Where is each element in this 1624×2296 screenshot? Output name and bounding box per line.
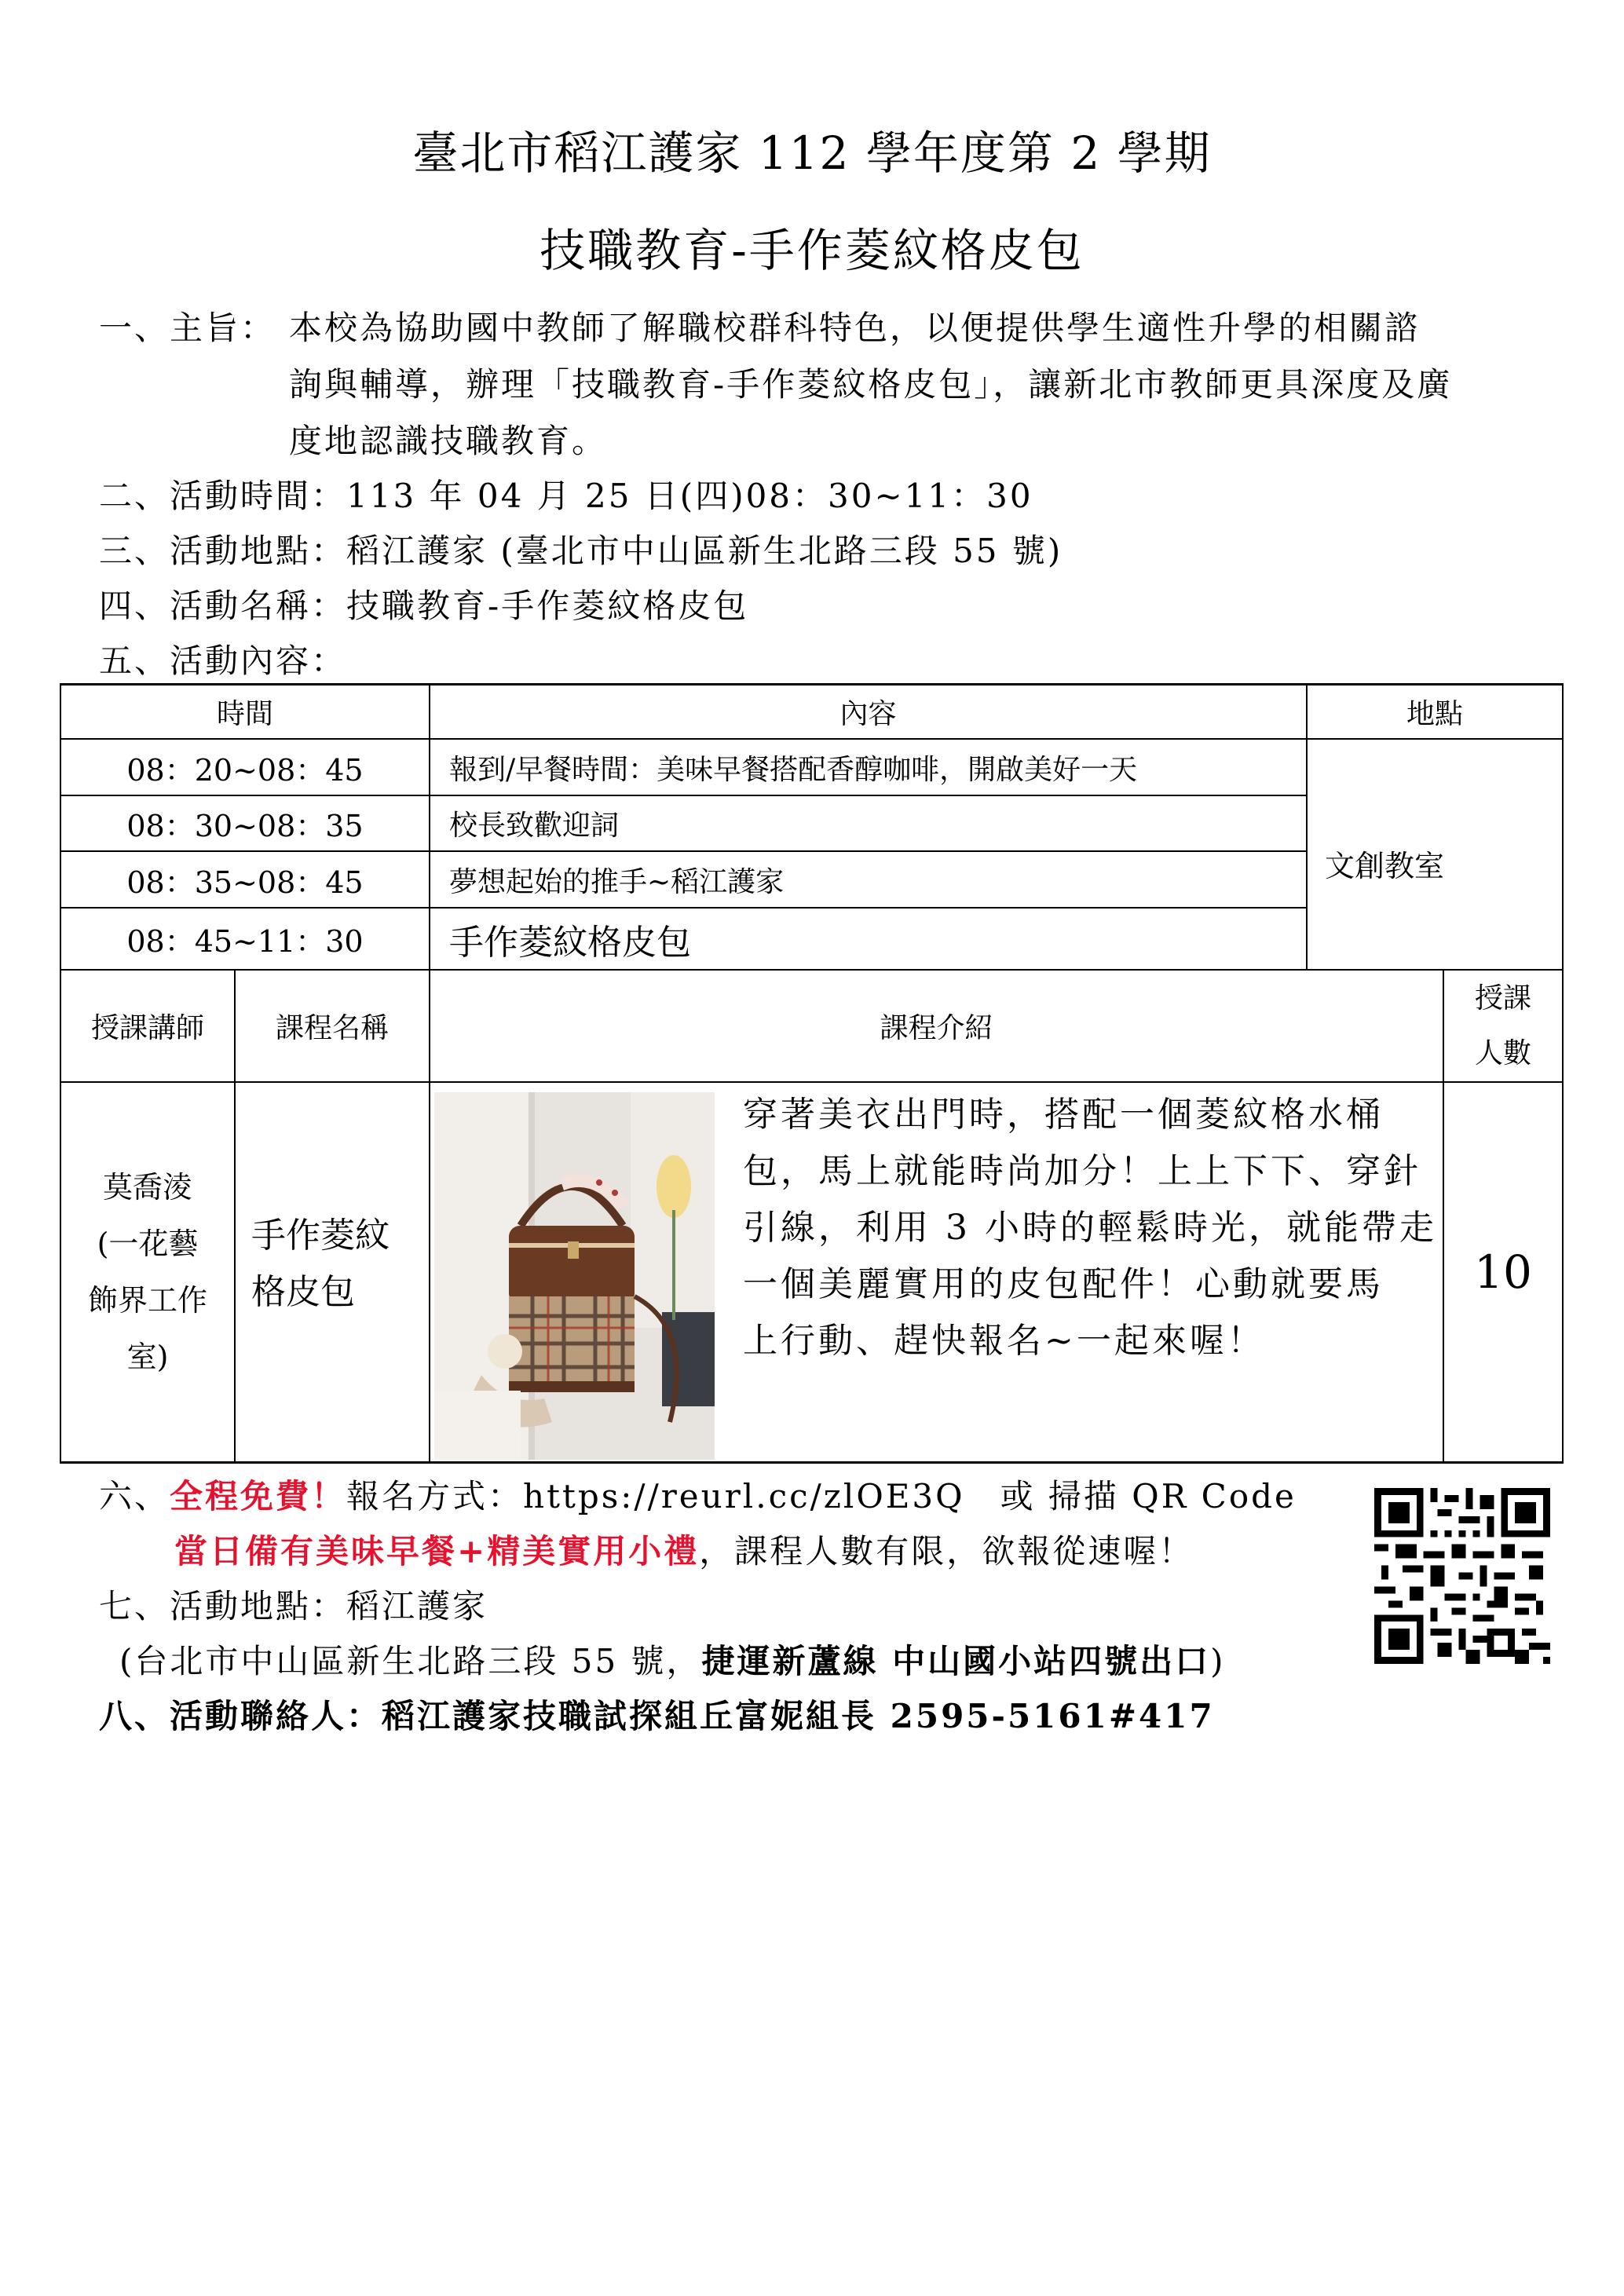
address-end: ) bbox=[1210, 1642, 1226, 1680]
section-7-label: 七、活動地點：稻江護家 bbox=[99, 1587, 488, 1625]
teacher-line-1: 莫喬淩 bbox=[102, 1170, 192, 1205]
document-title: 臺北市稻江護家 112 學年度第 2 學期 bbox=[412, 126, 1212, 180]
location-cell: 文創教室 bbox=[1325, 849, 1445, 883]
header-location: 地點 bbox=[1406, 698, 1463, 730]
intro-line-5: 上行動、趕快報名~一起來喔！ bbox=[743, 1321, 1265, 1361]
header-content: 內容 bbox=[839, 698, 897, 730]
row-4-time: 08：45~11：30 bbox=[126, 924, 364, 959]
intro-line-2: 包，馬上就能時尚加分！上上下下、穿針 bbox=[743, 1151, 1421, 1191]
intro-line-1: 穿著美衣出門時，搭配一個菱紋格水桶 bbox=[743, 1095, 1384, 1135]
activity-time: 二、活動時間：113 年 04 月 25 日(四)08：30~11：30 bbox=[99, 477, 1033, 515]
purpose-line-2: 詢與輔導，辦理「技職教育-手作菱紋格皮包」，讓新北市教師更具深度及廣 bbox=[289, 365, 1453, 404]
student-count: 10 bbox=[1474, 1245, 1532, 1299]
section-6-line-2 bbox=[174, 1523, 1194, 1580]
address-text: (台北市中山區新生北路三段 55 號， bbox=[119, 1642, 702, 1680]
row-4-content: 手作菱紋格皮包 bbox=[449, 922, 691, 963]
contact-person: 八、活動聯絡人：稻江護家技職試探組丘富妮組長 2595-5161#417 bbox=[99, 1697, 1215, 1735]
teacher-line-2: (一花藝 bbox=[97, 1227, 199, 1261]
course-name-line-1: 手作菱紋 bbox=[251, 1216, 390, 1256]
purpose-line-3: 度地認識技職教育。 bbox=[289, 422, 608, 460]
activity-location: 三、活動地點：稻江護家 (臺北市中山區新生北路三段 55 號) bbox=[99, 532, 1063, 570]
header-count bbox=[1444, 971, 1562, 1081]
purpose-line-1: 本校為協助國中教師了解職校群科特色，以便提供學生適性升學的相關諮 bbox=[289, 309, 1421, 347]
qr-code[interactable] bbox=[1374, 1486, 1550, 1665]
row-3-time: 08：35~08：45 bbox=[126, 865, 364, 900]
row-3-content: 夢想起始的推手~稻江護家 bbox=[449, 865, 785, 898]
intro-line-3: 引線，利用 3 小時的輕鬆時光，就能帶走 bbox=[743, 1208, 1437, 1248]
header-count-line-1: 授課 bbox=[1474, 982, 1531, 1015]
teacher-line-3: 飾界工作 bbox=[87, 1283, 207, 1318]
section-6-prefix: 六、 bbox=[99, 1477, 170, 1515]
course-name-line-2: 格皮包 bbox=[251, 1272, 355, 1312]
purpose-label: 一、主旨： bbox=[99, 309, 276, 347]
row-1-time: 08：20~08：45 bbox=[126, 752, 364, 788]
header-time: 時間 bbox=[216, 698, 273, 730]
course-name-cell bbox=[236, 1083, 429, 1461]
row-2-content: 校長致歡迎詞 bbox=[449, 810, 620, 842]
header-course-intro: 課程介紹 bbox=[880, 1012, 993, 1044]
limited-seats-text: ，課程人數有限，欲報從速喔！ bbox=[699, 1532, 1194, 1570]
registration-info[interactable]: 報名方式：https://reurl.cc/zlOE3Q 或 掃描 QR Code bbox=[346, 1477, 1297, 1515]
header-teacher: 授課講師 bbox=[90, 1012, 204, 1044]
teacher-line-4: 室) bbox=[126, 1340, 169, 1374]
document-subtitle: 技職教育-手作菱紋格皮包 bbox=[540, 224, 1084, 277]
row-1-content: 報到/早餐時間：美味早餐搭配香醇咖啡，開啟美好一天 bbox=[449, 753, 1138, 786]
section-7-address bbox=[119, 1633, 1226, 1690]
intro-line-4: 一個美麗實用的皮包配件！心動就要馬 bbox=[743, 1264, 1384, 1304]
section-6-line-1 bbox=[99, 1468, 1297, 1525]
activity-name: 四、活動名稱：技職教育-手作菱紋格皮包 bbox=[99, 587, 749, 625]
header-course-name: 課程名稱 bbox=[275, 1012, 389, 1044]
activity-content-label: 五、活動內容： bbox=[99, 642, 347, 680]
row-2-time: 08：30~08：35 bbox=[126, 809, 364, 843]
free-highlight: 全程免費！ bbox=[170, 1477, 347, 1515]
teacher-cell bbox=[61, 1083, 234, 1461]
handbag-photo bbox=[434, 1092, 715, 1460]
mrt-directions: 捷運新蘆線 中山國小站四號出口 bbox=[701, 1642, 1211, 1680]
course-intro bbox=[743, 1087, 1437, 1369]
breakfast-highlight: 當日備有美味早餐+精美實用小禮 bbox=[174, 1532, 700, 1570]
header-count-line-2: 人數 bbox=[1474, 1036, 1531, 1069]
